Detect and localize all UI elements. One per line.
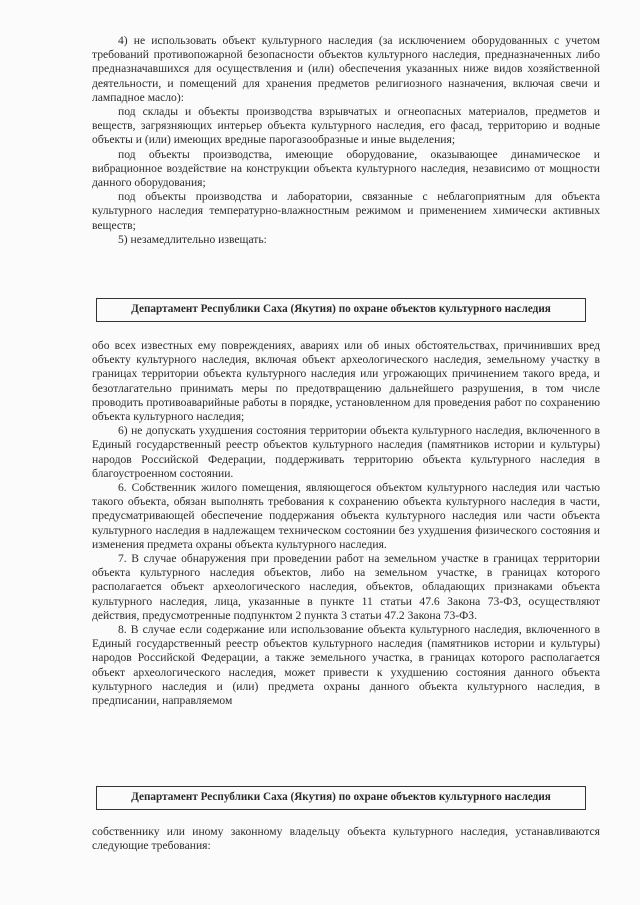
paragraph: 5) незамедлительно извещать: bbox=[118, 232, 267, 246]
text-block-top bbox=[92, 34, 600, 247]
department-stamp: Департамент Республики Саха (Якутия) по охране объектов культурного наследия bbox=[96, 298, 586, 322]
paragraph: под объекты производства, имеющие оборудование, оказывающее динамическое и вибрационное воздействие на конструкции объекта культурного наследия, независимо от мощности данного оборудования; bbox=[92, 147, 600, 190]
paragraph: 6. Собственник жилого помещения, являющегося объектом культурного наследия или частью такого объекта, обязан выполнять требования к сохранению объекта культурного наследия в части, предусматривающей обеспечение поддержания объекта культурного наследия или части объекта культурного наследия в надлежащем техническом состоянии без ухудшения физического состояния и изменения предмета охраны объекта культурного наследия. bbox=[92, 481, 600, 551]
paragraph: 7. В случае обнаружения при проведении работ на земельном участке в границах территории объекта культурного наследия объектов, либо на земельном участке, в границах которого располагается объект археологического наследия, объектов, обладающих признаками объекта культурного наследия, лица, указанные в пункте 11 статьи 47.6 Закона 73-ФЗ, осуществляют действия, предусмотренные подпунктом 2 пункта 3 статьи 47.2 Закона 73-ФЗ. bbox=[92, 552, 600, 622]
paragraph: обо всех известных ему повреждениях, авариях или об иных обстоятельствах, причинивших вред объекту культурного наследия, включая объект археологического наследия, земельному участку в границах территории объекта культурного наследия или угрожающих причинением такого вреда, и безотлагательно принимать меры по предотвращению дальнейшего разрушения, в том числе проводить противоаварийные работы в порядке, установленном для проведения работ по сохранению объекта культурного наследия; bbox=[92, 339, 600, 424]
paragraph: 8. В случае если содержание или использование объекта культурного наследия, включенного в Единый государственный реестр объектов культурного наследия (памятников истории и культуры) народов Российской Федерации, а также земельного участка, в границах которого располагается объект археологического наследия, может привести к ухудшению состояния данного объекта культурного наследия и (или) предмета охраны данного объекта культурного наследия, в предписании, направляемом bbox=[92, 623, 600, 708]
paragraph: 4) не использовать объект культурного наследия (за исключением оборудованных с учетом требований противопожарной безопасности объектов культурного наследия, предназначенных либо предназначавшихся для осуществления и (или) обеспечения указанных ниже видов хозяйственной деятельности, и помещений для хранения предметов религиозного назначения, включая свечи и лампадное масло): bbox=[92, 34, 600, 104]
department-stamp: Департамент Республики Саха (Якутия) по охране объектов культурного наследия bbox=[96, 786, 586, 810]
text-block-bottom bbox=[92, 825, 600, 853]
paragraph: под склады и объекты производства взрывчатых и огнеопасных материалов, предметов и веществ, загрязняющих интерьер объекта культурного наследия, его фасад, территорию и водные объекты и (или) имеющих вредные парогазообразные и иные выделения; bbox=[92, 105, 600, 147]
paragraph: под объекты производства и лаборатории, связанные с неблагоприятным для объекта культурного наследия температурно-влажностным режимом и применением химически активных веществ; bbox=[92, 190, 600, 232]
text-block-middle bbox=[92, 339, 600, 708]
paragraph: 6) не допускать ухудшения состояния территории объекта культурного наследия, включенного в Единый государственный реестр объектов культурного наследия (памятников истории и культуры) народов Российской Федерации, поддерживать территорию объекта культурного наследия в благоустроенном состоянии. bbox=[92, 424, 600, 480]
paragraph: собственнику или иному законному владельцу объекта культурного наследия, устанавливаются следующие требования: bbox=[92, 825, 600, 853]
